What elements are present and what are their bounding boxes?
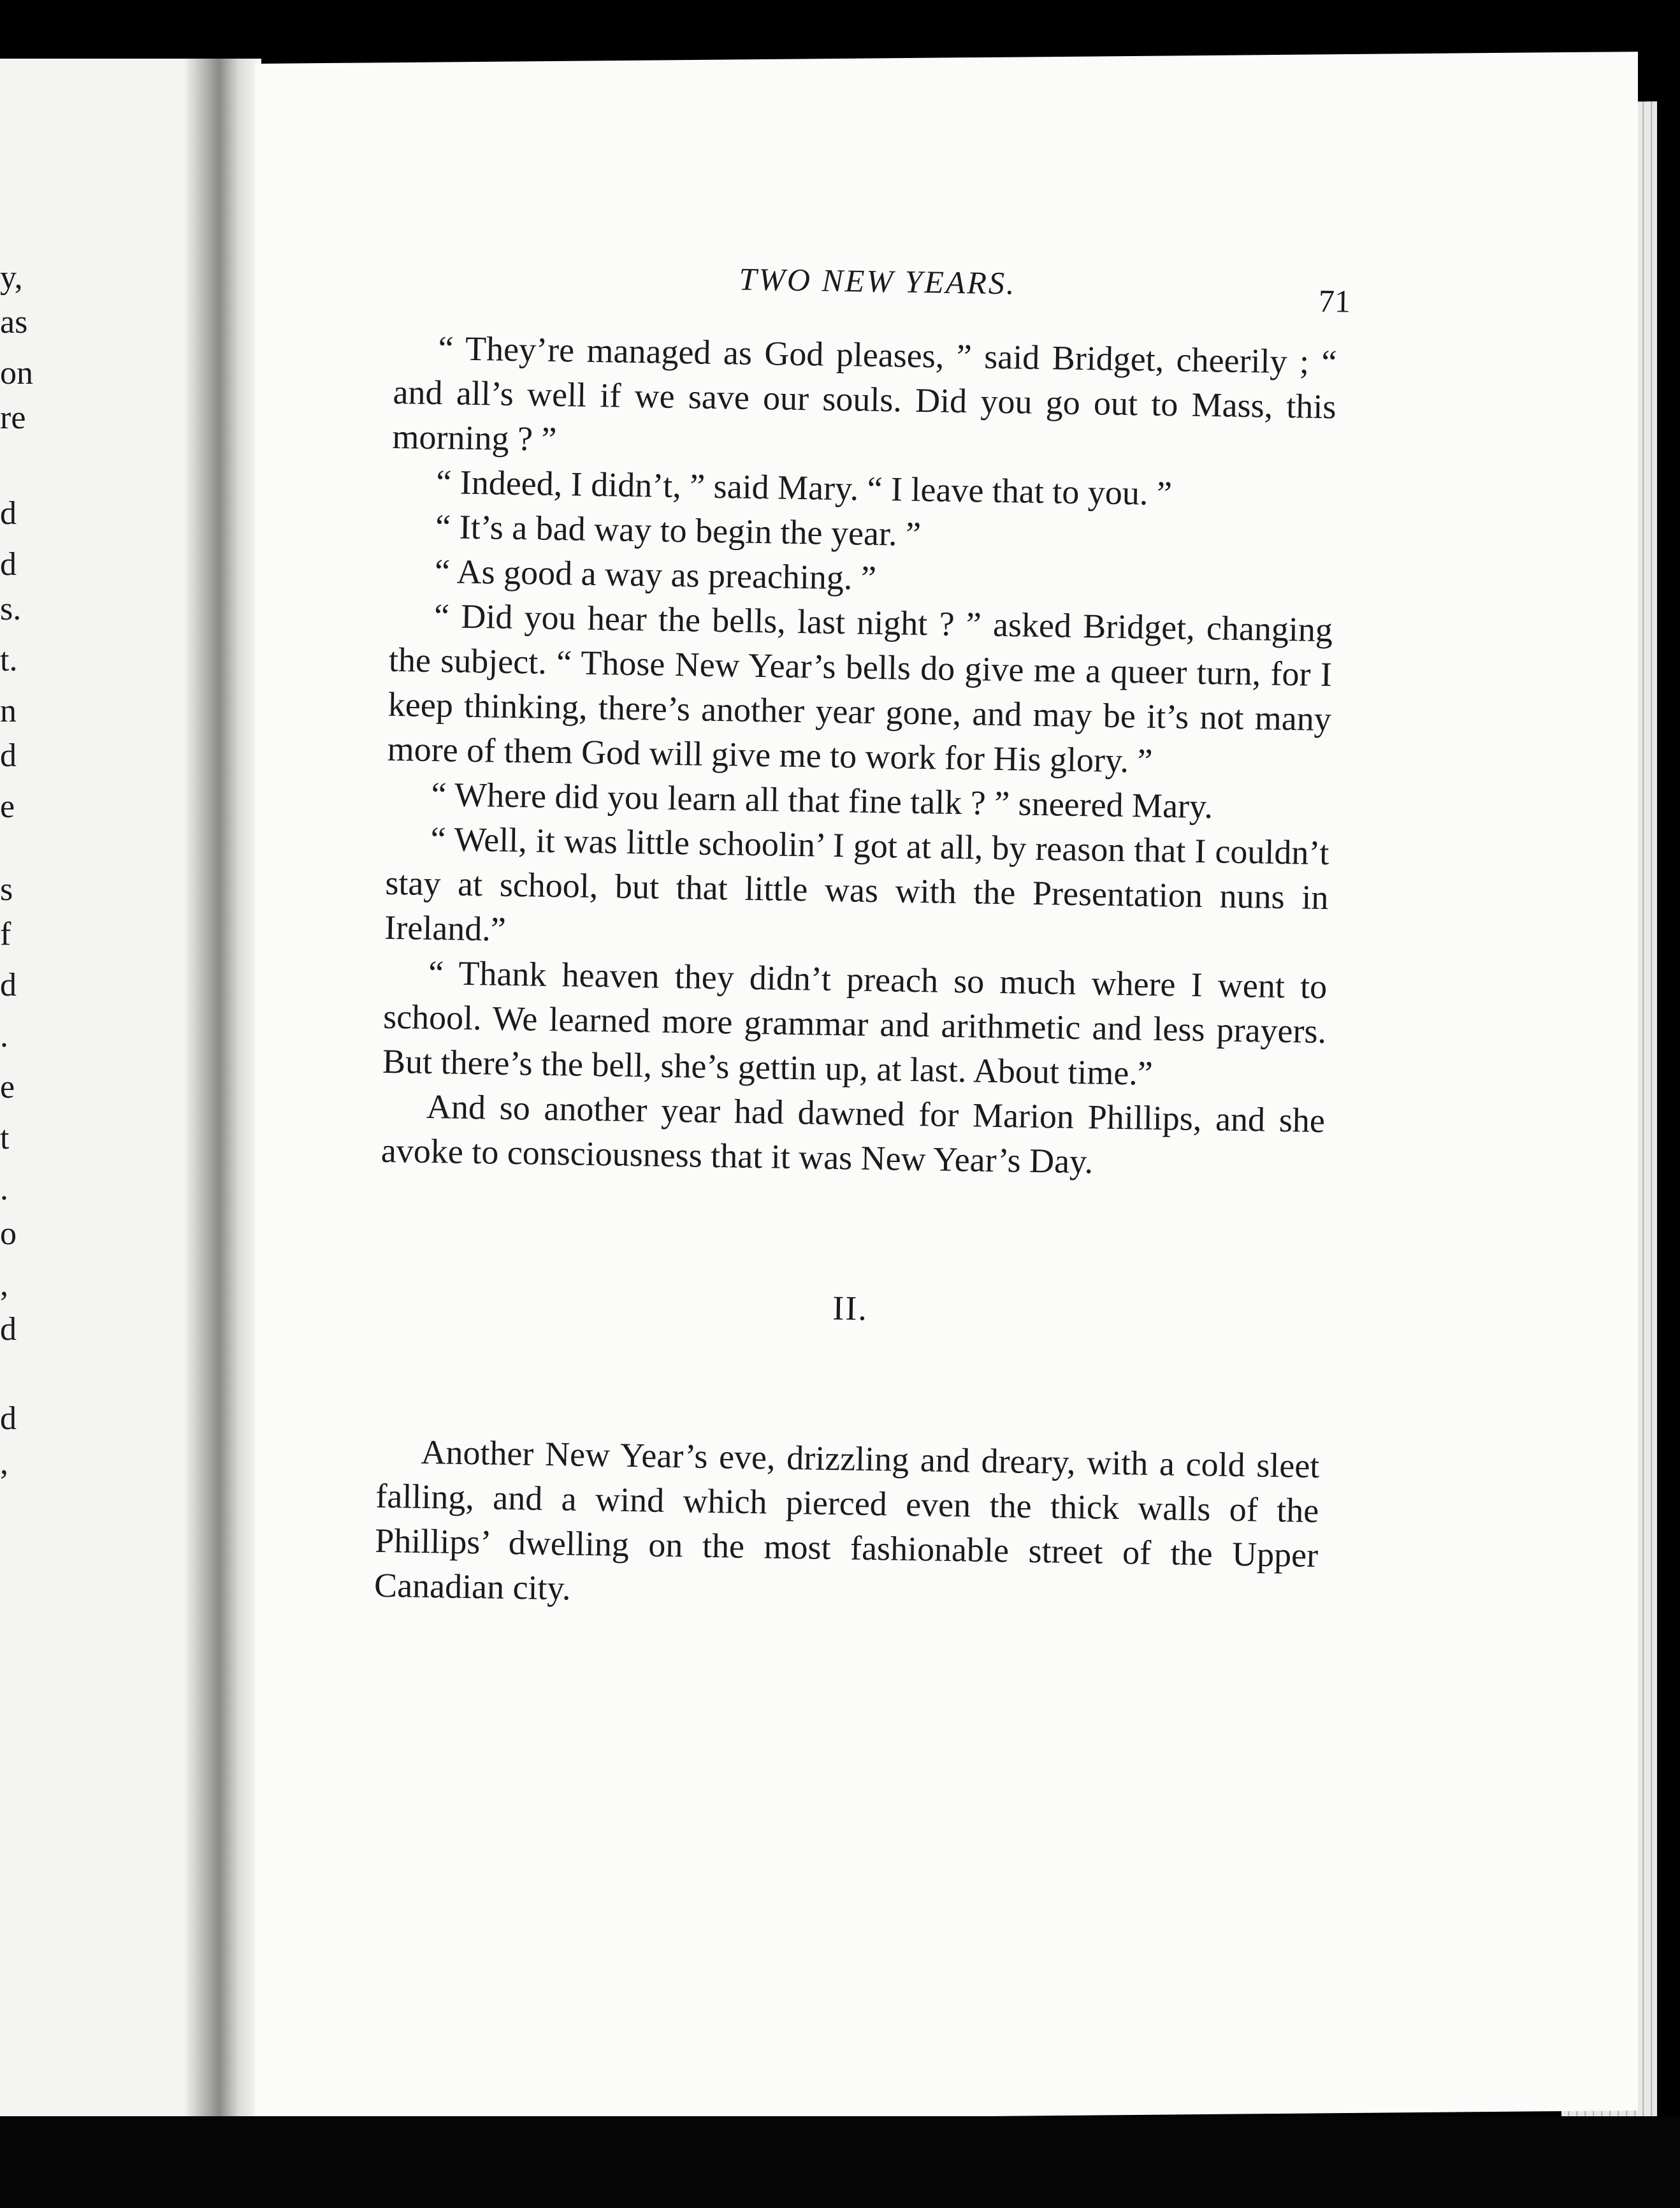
paragraph: “ Well, it was little schoolin’ I got at all, by reason that I couldn’t stay at school, but that little was with the Presentation nuns in Ireland.” [384,819,1329,948]
left-page-fragment: d [0,967,17,1003]
left-page-fragment: d [0,737,17,774]
section-heading: II. [832,1288,869,1328]
scan-background [0,2116,1680,2208]
left-page-fragment: . [0,1171,8,1207]
left-page-fragment: y, [0,259,23,296]
left-page-fragment: . [0,1018,8,1054]
page-header [394,255,1351,340]
paragraph: “ As good a way as preaching. ” [434,552,877,597]
paragraph: “ Thank heaven they didn’t preach so much where I went to school. We learned more grammar and arithmetic and less prayers. But there’s the bell, she’s gettin up, at last. About time.” [382,953,1328,1093]
paragraph: “ It’s a bad way to begin the year. ” [435,507,922,554]
section-paragraph: Another New Year’s eve, drizzling and dreary, with a cold sleet falling, and a wind which pierced even the thick walls of the Phillips’ dwelling on the most fashionable street of the Upper Canadian city. [373,1432,1320,1608]
left-page-fragment: d [0,1311,17,1347]
left-page-fragment: d [0,546,17,583]
paragraph: “ Indeed, I didn’t, ” said Mary. “ I leave that to you. ” [435,463,1173,513]
left-page-fragment: s [0,871,13,908]
left-page-fragment: n [0,693,17,729]
left-page-fragment: on [0,355,33,391]
paragraph: “ They’re managed as God pleases, ” said Bridget, cheerily ; “ and all’s well if we save our souls. Did you go out to Mass, this morning ? ” [392,329,1338,459]
left-page-fragment: t [0,1120,10,1156]
book-gutter [185,59,261,2124]
running-head: TWO NEW YEARS. [739,261,1017,301]
page-number: 71 [1318,282,1351,319]
left-page-fragment: e [0,788,15,825]
left-page-fragment: s. [0,591,22,627]
left-page-fragment: e [0,1069,15,1105]
paragraph: “ Did you hear the bells, last night ? ” asked Bridget, changing the subject. “ Those New Year’s bells do give me a queer turn, for I keep thinking, there’s another year gone, and may be it’s not many more of them God will give me to work for His glory. ” [387,597,1333,780]
left-page-fragment: t. [0,642,18,678]
left-page-fragment: as [0,304,28,340]
page-content [373,255,1351,1622]
paragraph: And so another year had dawned for Marion Phillips, and she avoke to consciousness that it was New Year’s Day. [380,1087,1326,1181]
left-page-fragment: d [0,495,17,532]
left-page-fragment: re [0,400,26,436]
left-page-fragment: o [0,1216,17,1252]
left-page-fragment: , [0,1267,8,1303]
paragraph: “ Where did you learn all that fine talk ? ” sneered Mary. [431,774,1213,826]
left-page-fragment: d [0,1400,17,1437]
left-page-fragment: f [0,916,11,952]
left-page-fragment: , [0,1445,8,1481]
